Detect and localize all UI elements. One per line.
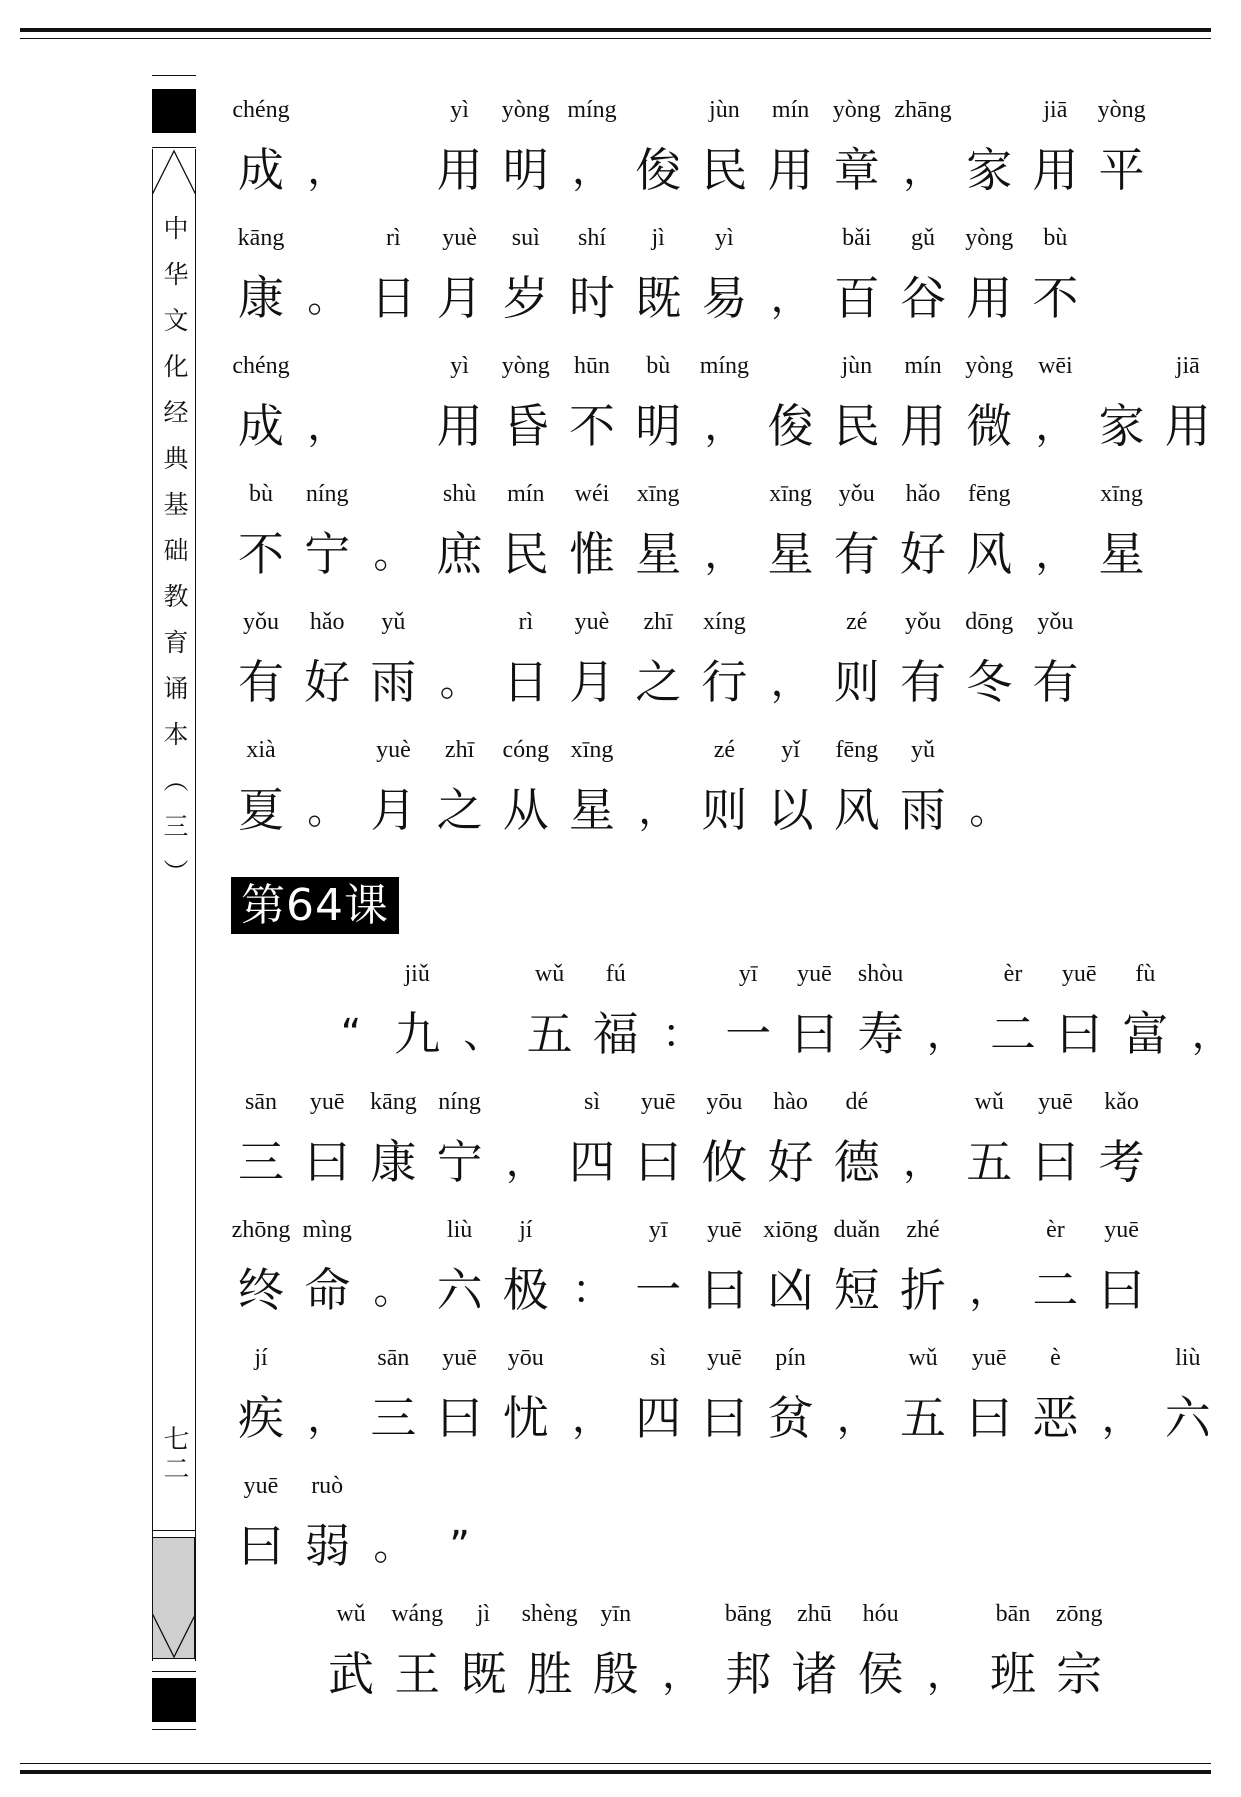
hanzi-char: 福 — [592, 1007, 639, 1061]
text-line — [0, 1345, 1241, 1448]
hanzi-char: 有 — [900, 655, 946, 709]
pinyin-label: pín — [775, 1345, 806, 1371]
pinyin-label: jiā — [1043, 97, 1068, 123]
pinyin-label: fù — [1135, 961, 1156, 987]
text-line — [0, 609, 1241, 712]
pinyin-label: yuē — [1038, 1089, 1073, 1115]
hanzi-char: ， — [926, 1011, 967, 1057]
hanzi-char: 用 — [900, 399, 946, 453]
hanzi-char: “ — [340, 1011, 362, 1057]
pinyin-label: duǎn — [833, 1217, 881, 1243]
pinyin-label: míng — [567, 97, 617, 123]
hanzi-char: 曰 — [1098, 1263, 1145, 1317]
pinyin-label: fú — [605, 961, 626, 987]
pinyin-label: rì — [386, 225, 401, 251]
hanzi-char: 民 — [833, 399, 880, 453]
hanzi-char: 时 — [569, 271, 615, 325]
hanzi-char: 庶 — [436, 527, 483, 581]
text-line — [0, 97, 1241, 200]
pinyin-label: yòng — [501, 97, 550, 123]
hanzi-char: 行 — [701, 655, 748, 709]
hanzi-char: ， — [770, 659, 811, 705]
hanzi-char: 好 — [767, 1135, 814, 1189]
pinyin-label: hǎo — [905, 481, 941, 507]
hanzi-char: 恶 — [1032, 1391, 1079, 1445]
pinyin-label: hǎo — [309, 609, 345, 635]
bottom-rule-thick — [20, 1770, 1211, 1774]
hanzi-char: 既 — [635, 271, 682, 325]
pinyin-label: wéi — [574, 481, 610, 507]
text-line — [0, 481, 1241, 584]
hanzi-char: 四 — [635, 1391, 682, 1445]
hanzi-char: 曰 — [1032, 1135, 1079, 1189]
hanzi-char: 星 — [635, 527, 682, 581]
pinyin-label: kāng — [237, 225, 285, 251]
pinyin-label: yǒu — [838, 481, 875, 507]
hanzi-char: ， — [1191, 1011, 1232, 1057]
pinyin-label: yuē — [1104, 1217, 1139, 1243]
hanzi-char: 康 — [370, 1135, 417, 1189]
pinyin-label: wǔ — [336, 1601, 366, 1627]
hanzi-char: 用 — [436, 399, 483, 453]
hanzi-char: 月 — [370, 783, 417, 837]
pinyin-label: xīng — [1100, 481, 1143, 507]
pinyin-label: shèng — [521, 1601, 578, 1627]
hanzi-char: 易 — [701, 271, 748, 325]
pinyin-label: jì — [651, 225, 665, 251]
hanzi-char: 月 — [569, 655, 615, 709]
pinyin-label: yì — [450, 353, 469, 379]
hanzi-char: ， — [704, 531, 745, 577]
hanzi-char: ： — [572, 1267, 612, 1313]
hanzi-char: 三 — [370, 1391, 417, 1445]
hanzi-char: 不 — [1032, 271, 1079, 325]
pinyin-label: sì — [650, 1345, 667, 1371]
pinyin-label: yī — [648, 1217, 668, 1243]
hanzi-char: ， — [704, 403, 745, 449]
pinyin-label: yuè — [442, 225, 477, 251]
hanzi-char: 岁 — [502, 271, 549, 325]
pinyin-label: zé — [846, 609, 868, 635]
pinyin-label: xīng — [570, 737, 614, 763]
pinyin-label: xīng — [769, 481, 812, 507]
pinyin-label: wǔ — [908, 1345, 938, 1371]
pinyin-label: yòng — [965, 353, 1014, 379]
pinyin-label: mìng — [302, 1217, 352, 1243]
hanzi-char: 有 — [1032, 655, 1079, 709]
pinyin-label: yuè — [574, 609, 610, 635]
hanzi-char: 二 — [1032, 1263, 1079, 1317]
hanzi-char: 雨 — [370, 655, 417, 709]
pinyin-label: níng — [438, 1089, 481, 1115]
pinyin-label: jiǔ — [404, 961, 430, 987]
hanzi-char: 六 — [1164, 1391, 1211, 1445]
hanzi-char: 百 — [833, 271, 880, 325]
pinyin-label: bù — [249, 481, 273, 507]
hanzi-char: 弱 — [304, 1519, 351, 1573]
hanzi-char: 贫 — [767, 1391, 814, 1445]
hanzi-char: 平 — [1098, 143, 1145, 197]
hanzi-char: 谷 — [900, 271, 946, 325]
text-line — [0, 737, 1241, 840]
pinyin-label: yòng — [965, 225, 1014, 251]
hanzi-char: 微 — [966, 399, 1013, 453]
pinyin-label: bǎi — [842, 225, 872, 251]
text-line — [0, 1089, 1241, 1192]
pinyin-label: gǔ — [911, 225, 935, 251]
pinyin-label: suì — [511, 225, 540, 251]
pinyin-label: yǐ — [781, 737, 800, 763]
top-rule-thick — [20, 28, 1211, 32]
hanzi-char: ， — [1035, 403, 1076, 449]
pinyin-label: yì — [715, 225, 734, 251]
hanzi-char: 短 — [833, 1263, 880, 1317]
hanzi-char: ， — [770, 275, 811, 321]
hanzi-char: 、 — [463, 1011, 504, 1057]
pinyin-label: yuè — [376, 737, 411, 763]
hanzi-char: 。 — [373, 1523, 414, 1569]
hanzi-char: 用 — [966, 271, 1013, 325]
pinyin-label: shí — [577, 225, 606, 251]
hanzi-char: ， — [572, 147, 612, 193]
pinyin-label: yòng — [832, 97, 881, 123]
pinyin-label: jí — [254, 1345, 268, 1371]
hanzi-char: 宁 — [304, 527, 351, 581]
hanzi-char: 德 — [833, 1135, 880, 1189]
hanzi-char: 之 — [635, 655, 682, 709]
hanzi-char: ： — [662, 1011, 702, 1057]
pinyin-label: yì — [450, 97, 469, 123]
hanzi-char: 有 — [833, 527, 880, 581]
hanzi-char: ， — [903, 147, 943, 193]
hanzi-char — [363, 396, 423, 456]
text-line — [0, 225, 1241, 328]
hanzi-char: 五 — [900, 1391, 946, 1445]
hanzi-char: 曰 — [436, 1391, 483, 1445]
pinyin-label: hóu — [862, 1601, 899, 1627]
hanzi-char: 忧 — [502, 1391, 549, 1445]
pinyin-label: wǔ — [974, 1089, 1004, 1115]
pinyin-label: zhī — [643, 609, 673, 635]
hanzi-char: ， — [505, 1139, 546, 1185]
pinyin-label: fēng — [967, 481, 1011, 507]
hanzi-char: 殷 — [592, 1647, 639, 1701]
hanzi-char: 民 — [502, 527, 549, 581]
pinyin-label: yòng — [1097, 97, 1146, 123]
hanzi-char: ， — [572, 1395, 612, 1441]
pinyin-label: ruò — [311, 1473, 344, 1499]
hanzi-char: ， — [903, 1139, 943, 1185]
pinyin-label: yuē — [243, 1473, 279, 1499]
pinyin-label: wáng — [391, 1601, 444, 1627]
text-line — [0, 353, 1241, 456]
pinyin-label: yòng — [501, 353, 550, 379]
pinyin-label: shù — [442, 481, 477, 507]
hanzi-char: 风 — [966, 527, 1013, 581]
pinyin-label: yǒu — [905, 609, 941, 635]
hanzi-char: 家 — [1098, 399, 1145, 453]
hanzi-char: 曰 — [701, 1391, 748, 1445]
hanzi-char: ， — [1101, 1395, 1142, 1441]
pinyin-label: yǔ — [381, 609, 406, 635]
hanzi-char: 宁 — [436, 1135, 483, 1189]
hanzi-char: 六 — [436, 1263, 483, 1317]
pinyin-label: yuē — [971, 1345, 1007, 1371]
hanzi-char: 侯 — [857, 1647, 904, 1701]
hanzi-char: 惟 — [569, 527, 615, 581]
pinyin-label: bù — [646, 353, 671, 379]
hanzi-char: ， — [969, 1267, 1010, 1313]
hanzi-char: 星 — [569, 783, 615, 837]
hanzi-char: 月 — [436, 271, 483, 325]
hanzi-char: 四 — [569, 1135, 615, 1189]
hanzi-char: 宗 — [1056, 1647, 1103, 1701]
pinyin-label: yōu — [706, 1089, 743, 1115]
hanzi-char: 凶 — [767, 1263, 814, 1317]
hanzi-char: ” — [449, 1523, 470, 1569]
hanzi-char: 寿 — [857, 1007, 904, 1061]
pinyin-label: jiā — [1175, 353, 1200, 379]
hanzi-char: 雨 — [900, 783, 946, 837]
hanzi-char: 。 — [969, 787, 1010, 833]
pinyin-label: yīn — [600, 1601, 632, 1627]
text-line — [0, 1473, 1241, 1576]
pinyin-label: bān — [995, 1601, 1031, 1627]
pinyin-label: yǔ — [911, 737, 935, 763]
hanzi-char: 用 — [1164, 399, 1211, 453]
hanzi-char: ， — [307, 147, 348, 193]
hanzi-char: 民 — [701, 143, 748, 197]
pinyin-label: yuē — [707, 1217, 742, 1243]
pinyin-label: sān — [245, 1089, 277, 1115]
pinyin-label: zhé — [906, 1217, 940, 1243]
hanzi-char: 曰 — [238, 1519, 284, 1573]
hanzi-char: 则 — [701, 783, 748, 837]
pinyin-label: è — [1050, 1345, 1061, 1371]
pinyin-label: fēng — [835, 737, 879, 763]
pinyin-label: kǎo — [1104, 1089, 1139, 1115]
pinyin-label: zhū — [797, 1601, 832, 1627]
pinyin-label: jí — [519, 1217, 533, 1243]
pinyin-label: jùn — [841, 353, 873, 379]
pinyin-label: bāng — [724, 1601, 772, 1627]
spine-rule — [152, 1729, 196, 1730]
pinyin-label: jì — [476, 1601, 491, 1627]
hanzi-char: ， — [307, 403, 348, 449]
pinyin-label: jùn — [709, 97, 740, 123]
pinyin-label: níng — [305, 481, 349, 507]
hanzi-char: 星 — [1098, 527, 1145, 581]
pinyin-label: zōng — [1055, 1601, 1103, 1627]
hanzi-char: 诸 — [791, 1647, 838, 1701]
hanzi-char: ， — [638, 787, 679, 833]
pinyin-label: zhī — [444, 737, 475, 763]
pinyin-label: wǔ — [534, 961, 565, 987]
pinyin-label: míng — [699, 353, 750, 379]
hanzi-char: 既 — [460, 1647, 507, 1701]
hanzi-char: ， — [662, 1651, 702, 1697]
hanzi-char: 曰 — [791, 1007, 838, 1061]
pinyin-label: yǒu — [243, 609, 279, 635]
pinyin-label: xiōng — [763, 1217, 818, 1243]
hanzi-char: 曰 — [966, 1391, 1013, 1445]
pinyin-label: cóng — [502, 737, 550, 763]
hanzi-char: 明 — [635, 399, 682, 453]
bottom-rule-thin — [20, 1763, 1211, 1764]
hanzi-char: 五 — [526, 1007, 573, 1061]
pinyin-label: yǒu — [1037, 609, 1074, 635]
hanzi-char: 。 — [439, 659, 480, 705]
hanzi-char: 一 — [635, 1263, 682, 1317]
pinyin-label: zhōng — [231, 1217, 291, 1243]
hanzi-char: ， — [836, 1395, 877, 1441]
hanzi-char: 九 — [394, 1007, 441, 1061]
pinyin-label: èr — [1046, 1217, 1065, 1243]
hanzi-char: 家 — [966, 143, 1013, 197]
hanzi-char: 日 — [502, 655, 549, 709]
pinyin-label: yuē — [640, 1089, 676, 1115]
hanzi-char: 章 — [833, 143, 880, 197]
hanzi-char: 从 — [502, 783, 549, 837]
hanzi-char: 以 — [767, 783, 814, 837]
pinyin-label: kāng — [370, 1089, 417, 1115]
pinyin-label: xīng — [636, 481, 680, 507]
pinyin-label: yuē — [309, 1089, 345, 1115]
hanzi-char: 明 — [502, 143, 549, 197]
pinyin-label: mín — [904, 353, 942, 379]
pinyin-label: shòu — [857, 961, 904, 987]
hanzi-char: 夏 — [238, 783, 284, 837]
pinyin-label: dōng — [965, 609, 1014, 635]
hanzi-char: 三 — [238, 1135, 284, 1189]
pinyin-label: èr — [1003, 961, 1023, 987]
pinyin-label: yuē — [797, 961, 832, 987]
hanzi-char: 有 — [238, 655, 284, 709]
hanzi-char: 终 — [238, 1263, 284, 1317]
pinyin-label: hào — [773, 1089, 808, 1115]
pinyin-label: yuē — [442, 1345, 477, 1371]
hanzi-char: 冬 — [966, 655, 1013, 709]
hanzi-char: 用 — [1032, 143, 1079, 197]
text-line — [0, 961, 1241, 1064]
pinyin-label: mín — [771, 97, 810, 123]
text-line — [0, 1601, 1241, 1704]
hanzi-char: 则 — [833, 655, 880, 709]
pinyin-label: chéng — [232, 97, 290, 123]
hanzi-char: 昏 — [502, 399, 549, 453]
pinyin-label: liù — [1175, 1345, 1201, 1371]
hanzi-char: 星 — [767, 527, 814, 581]
page-number: 七二 — [159, 1425, 189, 1485]
pinyin-label: yōu — [507, 1345, 544, 1371]
hanzi-char: ， — [307, 1395, 348, 1441]
hanzi-char: 武 — [328, 1647, 374, 1701]
pinyin-label: xíng — [703, 609, 746, 635]
hanzi-char: 命 — [304, 1263, 351, 1317]
hanzi-char: 。 — [373, 1267, 414, 1313]
hanzi-char: 俊 — [767, 399, 814, 453]
pinyin-label: hūn — [574, 353, 610, 379]
hanzi-char: ， — [926, 1651, 967, 1697]
hanzi-char: 考 — [1098, 1135, 1145, 1189]
pinyin-label: liù — [446, 1217, 473, 1243]
pinyin-label: rì — [518, 609, 534, 635]
series-title: 中华文化经典基础教育诵本（三） — [160, 215, 189, 905]
hanzi-char: 不 — [569, 399, 615, 453]
pinyin-label: zhāng — [894, 97, 952, 123]
hanzi-char: 班 — [990, 1647, 1036, 1701]
text-line — [0, 1217, 1241, 1320]
hanzi-char: 攸 — [701, 1135, 748, 1189]
hanzi-char: 一 — [725, 1007, 772, 1061]
pinyin-label: yuē — [1061, 961, 1097, 987]
hanzi-char: 。 — [307, 275, 348, 321]
hanzi-char: 用 — [767, 143, 814, 197]
hanzi-char: 曰 — [701, 1263, 748, 1317]
pinyin-label: mín — [507, 481, 545, 507]
hanzi-char: 极 — [502, 1263, 549, 1317]
hanzi-char: 用 — [436, 143, 483, 197]
hanzi-char: 二 — [990, 1007, 1036, 1061]
spine-top-block — [152, 89, 196, 133]
pinyin-label: xià — [246, 737, 276, 763]
pinyin-label: yī — [738, 961, 758, 987]
hanzi-char: 曰 — [635, 1135, 682, 1189]
hanzi-char: 成 — [238, 143, 284, 197]
hanzi-char: 。 — [373, 531, 414, 577]
pinyin-label: sān — [377, 1345, 410, 1371]
hanzi-char: 俊 — [635, 143, 682, 197]
pinyin-label: zé — [713, 737, 736, 763]
pinyin-label: sì — [583, 1089, 600, 1115]
spine-rule — [152, 75, 196, 76]
hanzi-char: 日 — [370, 271, 417, 325]
pinyin-label: bù — [1043, 225, 1068, 251]
hanzi-char: 胜 — [526, 1647, 573, 1701]
pinyin-label: chéng — [232, 353, 290, 379]
pinyin-label: wēi — [1038, 353, 1073, 379]
hanzi-char: 疾 — [238, 1391, 284, 1445]
hanzi-char: 曰 — [1056, 1007, 1103, 1061]
hanzi-char: 折 — [900, 1263, 946, 1317]
pinyin-label: dé — [845, 1089, 869, 1115]
hanzi-char: ， — [1035, 531, 1076, 577]
hanzi-char: 之 — [436, 783, 483, 837]
hanzi-char: 王 — [394, 1647, 441, 1701]
hanzi-char: 富 — [1122, 1007, 1169, 1061]
hanzi-char: 不 — [238, 527, 284, 581]
hanzi-char: 曰 — [304, 1135, 351, 1189]
hanzi-char: 邦 — [725, 1647, 772, 1701]
hanzi-char: 。 — [307, 787, 348, 833]
top-rule-thin — [20, 38, 1211, 39]
pinyin-label: yuē — [707, 1345, 742, 1371]
hanzi-char: 好 — [304, 655, 351, 709]
hanzi-char: 康 — [238, 271, 284, 325]
hanzi-char: 好 — [900, 527, 946, 581]
hanzi-char: 五 — [966, 1135, 1013, 1189]
lesson-heading: 第64课 — [231, 877, 399, 934]
hanzi-char: 成 — [238, 399, 284, 453]
hanzi-char: 风 — [833, 783, 880, 837]
hanzi-char — [363, 140, 423, 200]
